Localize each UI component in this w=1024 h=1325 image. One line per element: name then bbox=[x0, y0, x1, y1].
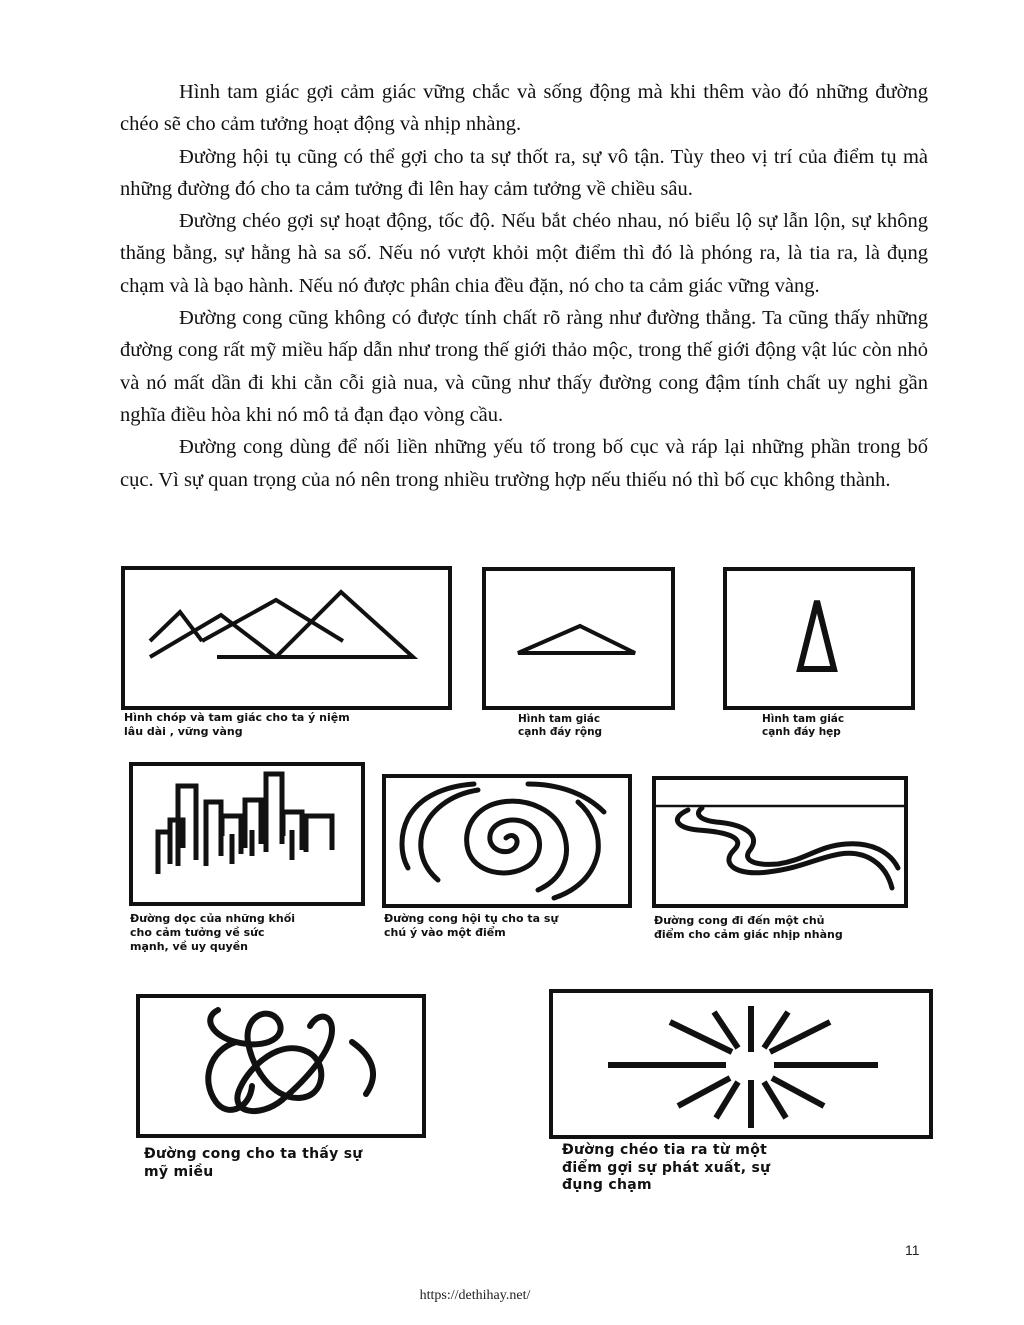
footer-url[interactable]: https://dethihay.net/ bbox=[419, 1288, 531, 1303]
paragraph-5: Đường cong dùng để nối liền những yếu tố trong bố cục và ráp lại những phần trong bố cục. Vì sự quan trọng của nó nên trong nhiều trường hợp nếu thiếu nó thì bố cục không thành. bbox=[120, 436, 928, 491]
loops-caption: Đường cong cho ta thấy sự mỹ miều bbox=[144, 1146, 363, 1180]
paragraph-4: Đường cong cũng không có được tính chất rõ ràng như đường thẳng. Ta cũng thấy những đường cong rất mỹ miều hấp dẫn như trong thế giới thảo mộc, trong thế giới động vật lúc còn nhỏ và nó mất dần đi khi cằn cỗi già nua, và cũng như thấy đường cong đậm tính chất uy nghi gần nghĩa điều hòa khi nó mô tả đạn đạo vòng cầu. bbox=[120, 307, 928, 426]
radiating-illustration bbox=[548, 988, 938, 1138]
paragraph-1: Hình tam giác gợi cảm giác vững chắc và sống động mà khi thêm vào đó những đường chéo sẽ cho cảm tưởng hoạt động và nhịp nhàng. bbox=[120, 81, 928, 136]
narrow-triangle-illustration bbox=[720, 565, 920, 715]
page-number: 11 bbox=[905, 1242, 920, 1258]
paragraph-2: Đường hội tụ cũng có thể gợi cho ta sự thốt ra, sự vô tận. Tùy theo vị trí của điểm tụ mà những đường đó cho ta cảm tưởng đi lên hay cảm tưởng về chiều sâu. bbox=[120, 145, 928, 200]
narrow-triangle-caption: Hình tam giác cạnh đáy hẹp bbox=[762, 713, 845, 739]
vertical-blocks-caption: Đường dọc của những khối cho cảm tưởng về sức mạnh, về uy quyền bbox=[130, 912, 296, 953]
loops-illustration bbox=[132, 990, 432, 1140]
paragraph-3: Đường chéo gợi sự hoạt động, tốc độ. Nếu bắt chéo nhau, nó biểu lộ sự lẫn lộn, sự không thăng bằng, sự hằng hà sa số. Nếu nó vượt khỏi một điểm thì đó là phóng ra, là tia ra, là đụng chạm và là bạo hành. Nếu nó được phân chia đều đặn, nó cho ta cảm giác vững vàng. bbox=[120, 210, 928, 297]
pyramids-caption: Hình chóp và tam giác cho ta ý niệm lâu dài , vững vàng bbox=[124, 711, 350, 738]
pyramids-illustration bbox=[118, 565, 458, 715]
wide-triangle-caption: Hình tam giác cạnh đáy rộng bbox=[518, 713, 603, 739]
spiral-illustration bbox=[378, 772, 638, 912]
body-text bbox=[120, 76, 928, 496]
radiating-caption: Đường chéo tia ra từ một điểm gợi sự phát xuất, sự đụng chạm bbox=[562, 1142, 771, 1193]
winding-road-illustration bbox=[650, 772, 914, 912]
wide-triangle-illustration bbox=[480, 565, 680, 715]
winding-road-caption: Đường cong đi đến một chủ điểm cho cảm giác nhịp nhàng bbox=[654, 914, 843, 941]
spiral-caption: Đường cong hội tụ cho ta sự chú ý vào một điểm bbox=[384, 912, 559, 939]
vertical-blocks-illustration bbox=[126, 760, 366, 910]
